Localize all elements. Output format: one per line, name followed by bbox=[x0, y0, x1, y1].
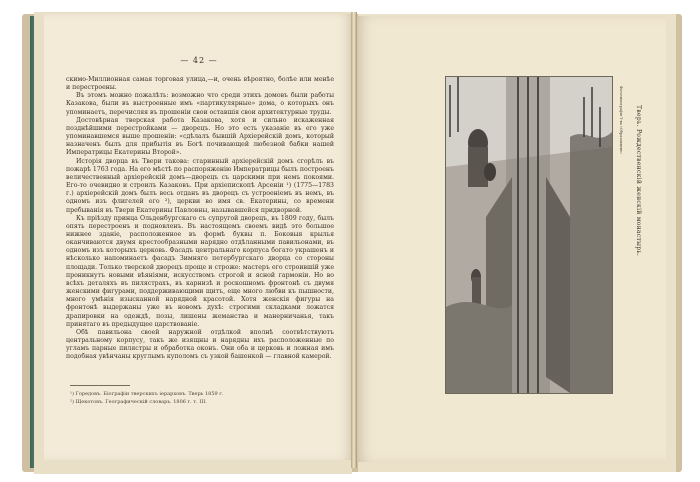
paragraph: Обѣ павильона своей наружной отдѣлкой вполнѣ соотвѣтствуютъ центральному корпусу, такъ же изящны и нарядны ихъ расположенные по угламъ парные пилястры и обработка оконъ. Они оба и церковь и ложная имъ подобная увѣнчаны круглымъ куполомъ съ узкой башенкой — главной камерой. bbox=[66, 328, 334, 361]
book-gutter bbox=[351, 12, 357, 468]
paragraph: скимо-Миллионная самая торговая улица,—и, очень вѣроятно, болѣе или менѣе и перестроены. bbox=[66, 76, 334, 92]
page-number: — 42 — bbox=[180, 56, 218, 65]
paragraph: Къ пріѣзду принца Ольденбургскаго съ супругой дворецъ, въ 1809 году, былъ опять перестроенъ и подновленъ. Въ настоящемъ своемъ видѣ это большое нижнее зданіе, расположенное въ формѣ буквы п. Боковыя крылья оканчиваются двумя крестообразными нарядно отдѣланными павильонами, въ одномъ изъ которыхъ церковь. Фасадъ центральнаго корпуса богато украшенъ и нѣсколько напоминаетъ фасадъ Зимняго петербургскаго дворца со стороны площади. Только тверской дворецъ проще и строже: мастеръ его строившій уже проникнутъ новыми вѣяніями, искусствомъ строгой и ясной гармоніи. Но во всѣхъ деталяхъ въ пилястрахъ, въ карнизѣ и роскошномъ фронтонѣ съ двумя женскими фигурами, поддерживающими щитъ, еще много любви къ пышности, много умѣнія изысканной нарядной красотой. Хотя женскія фигуры на фронтонѣ выдержаны уже въ новомъ духѣ: строгими складками ложатся драпировки на одеждѣ, позы, лишены жеманства и манерничанья, такъ принятаго въ предыдущее царствованіе. bbox=[66, 214, 334, 328]
footnote-rule bbox=[70, 385, 130, 386]
paragraph: Достовѣрная тверская работа Казакова, хотя и сильно искаженная позднѣйшими перестройками — дворецъ. Но это есть указаніе въ его уже упоминавшемся выше прошеніи: «сдѣлалъ бывшій Архіерейскій домъ, который назначенъ былъ для прибытія въ Богѣ почивающей любезной бабки нашей Императрицы Екатерины Второй». bbox=[66, 116, 334, 157]
footnote: ²) Щекотовъ. Географическій словарь. 1806 г. т. III. bbox=[70, 399, 207, 405]
monastery-photograph bbox=[445, 76, 613, 394]
footnote: ¹) Горедовъ. Біографіи тверскихъ іерарховъ. Тверь 1859 г. bbox=[70, 391, 224, 397]
paragraph: Въ этомъ можно пожалѣть: возможно что среди этихъ домовъ были работы Казакова, были въ выстроенные имъ «партикулярные» дома, о которыхъ онъ упоминаетъ, перечисляя въ прошеніи свои оставшія свои архитектурные труды. bbox=[66, 92, 334, 116]
footnotes bbox=[70, 391, 330, 407]
photo-caption: Тверь. Рождественскій женскій монастырь. bbox=[635, 105, 642, 257]
paragraph: Исторія дворца въ Твери такова: старинный архіерейскій домъ сгорѣлъ въ пожарѣ 1763 года. На его мѣстѣ по распоряженію Императрицы былъ построенъ величественный архіерейскій домъ—дворецъ съ царскими при немъ покоями. Его-то очевидно и строилъ Казаковъ. При архіепископѣ Арсеніи ¹) (1775—1783 г.) архіерейскій домъ былъ весь отданъ въ дворецъ съ устроеніемъ въ немъ, въ одномъ изъ флигелей его ²), церкви во имя св. Екатерины, со времени пребыванія въ Твери Екатерины Павловны, называвшейся придворной. bbox=[66, 157, 334, 214]
left-page bbox=[44, 14, 354, 460]
photo-image bbox=[446, 77, 612, 393]
photo-credit: Фототипографія Т-ва «Образование» bbox=[619, 86, 623, 155]
body-text bbox=[66, 76, 334, 361]
